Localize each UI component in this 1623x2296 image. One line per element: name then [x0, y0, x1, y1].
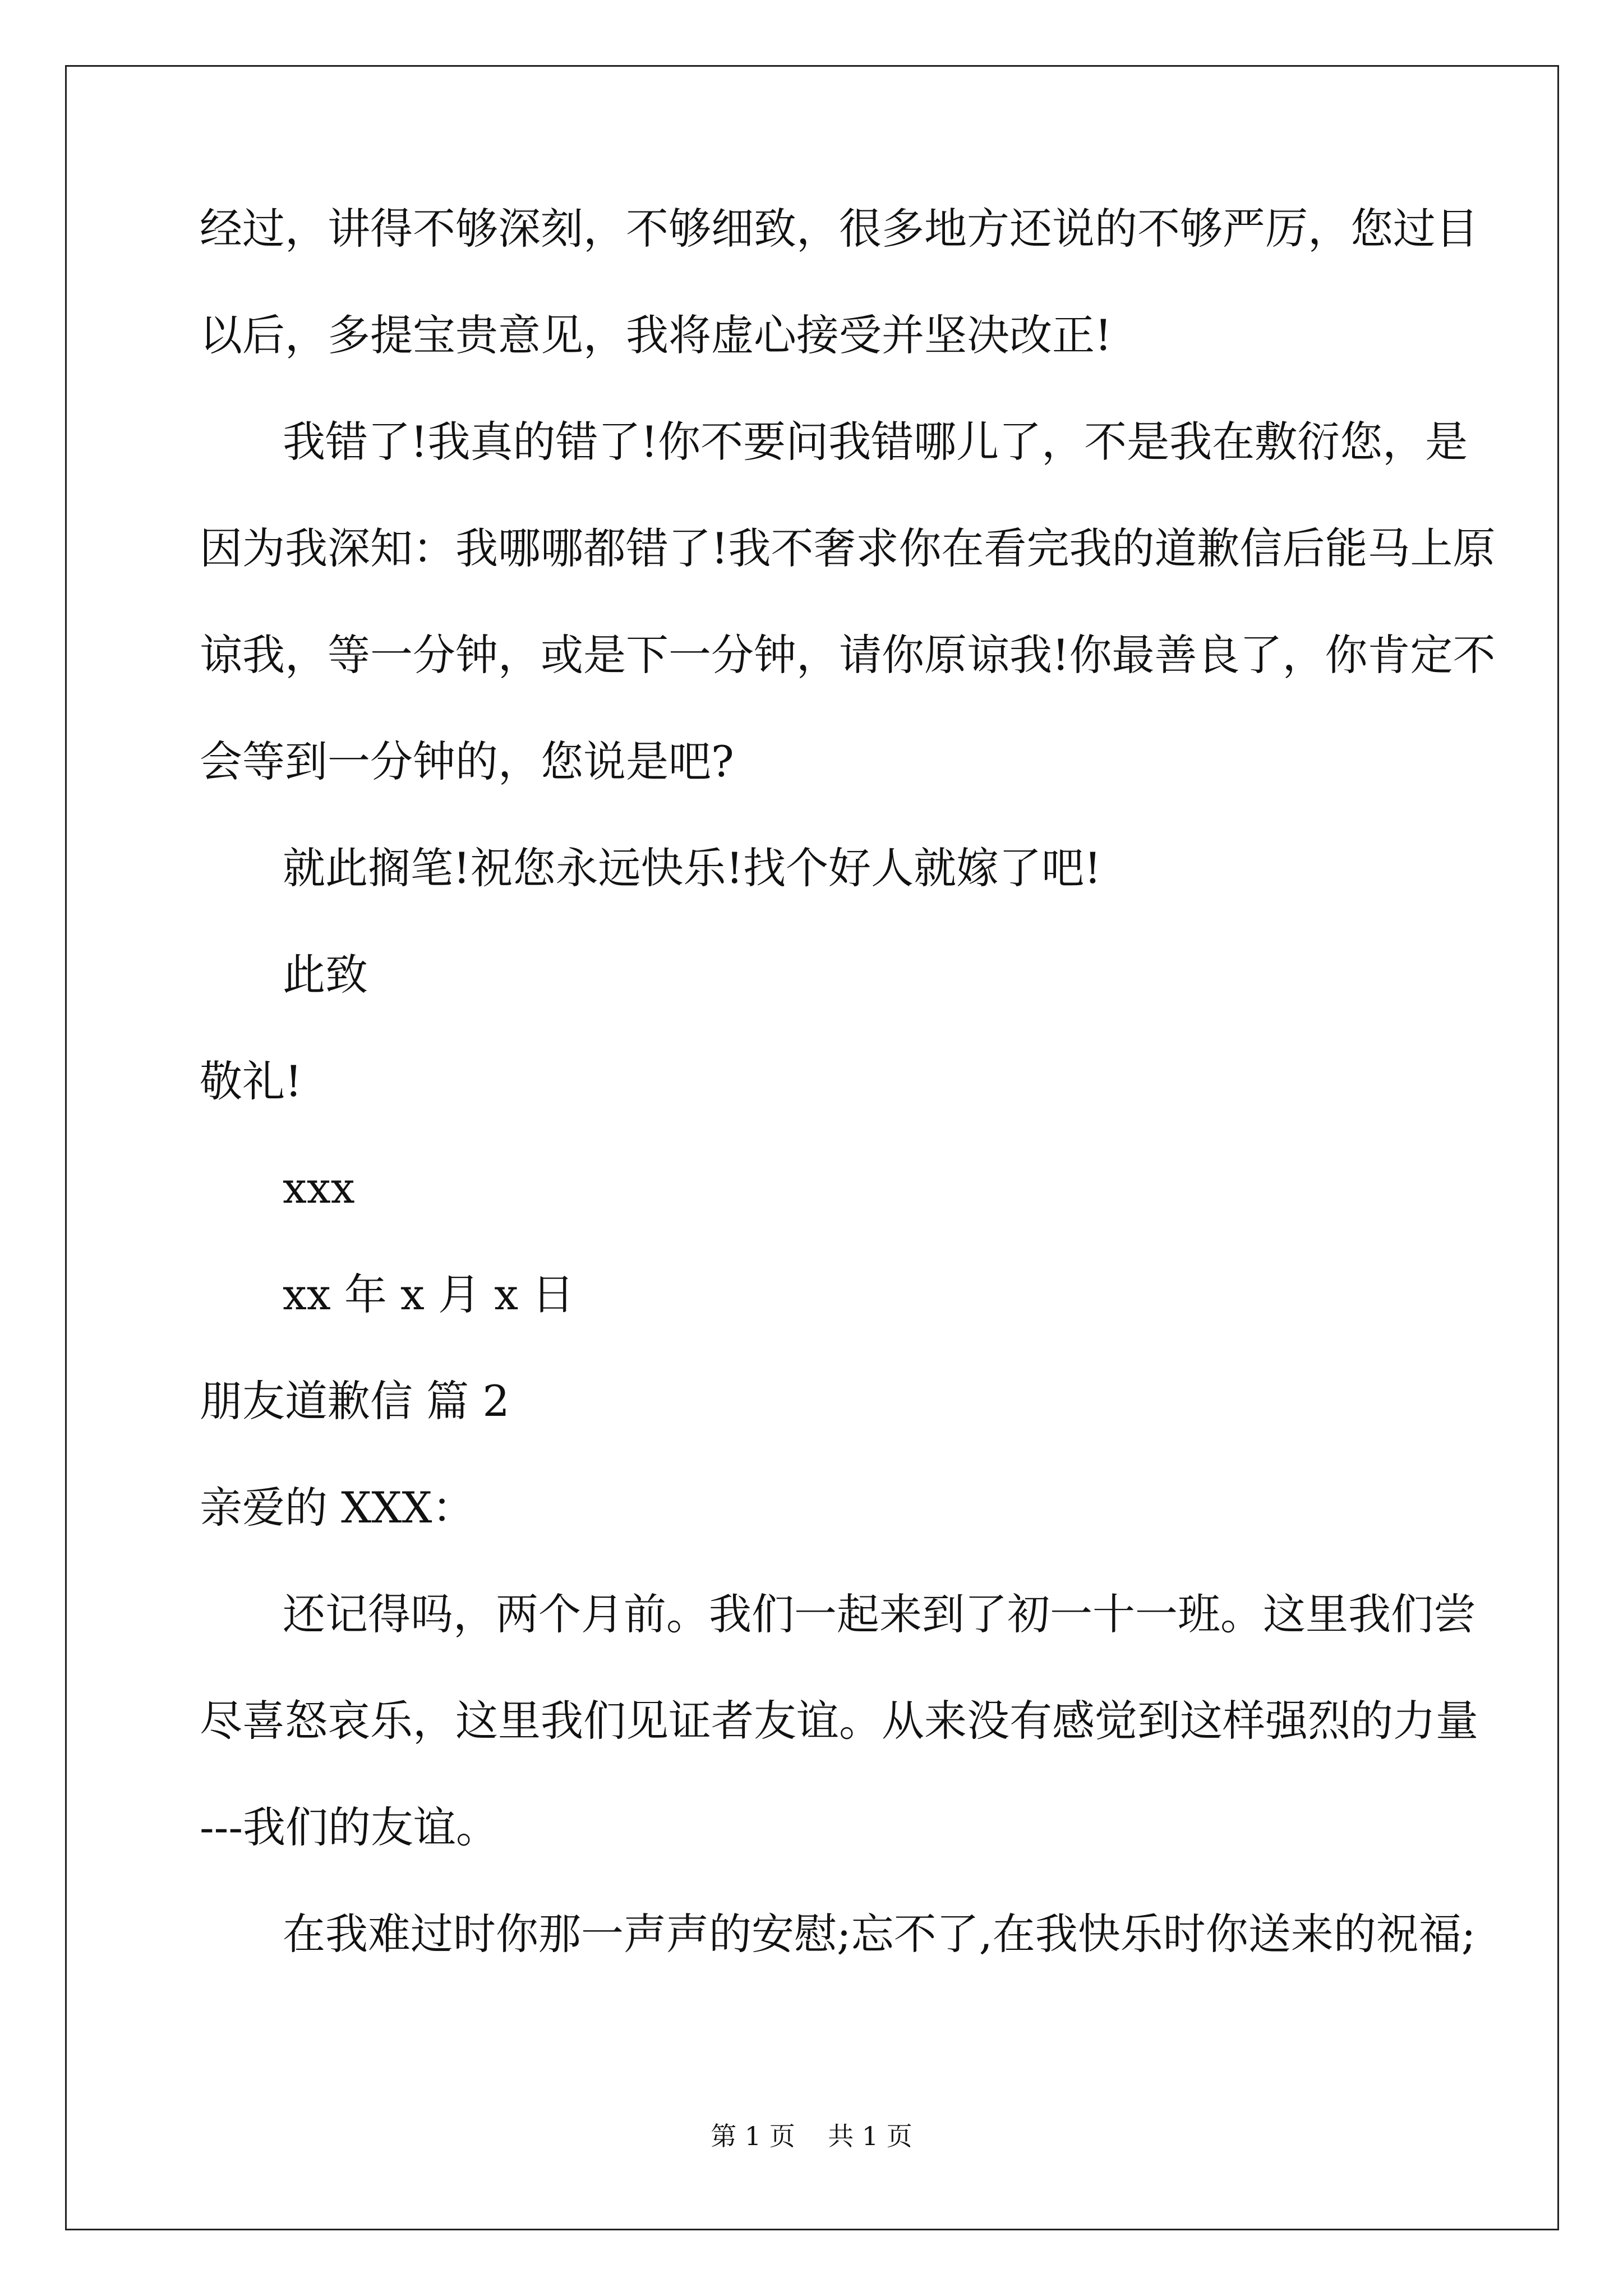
signature: xxx: [283, 1163, 355, 1213]
text-line: 就此搁笔!祝您永远快乐!找个好人就嫁了吧!: [283, 843, 1101, 893]
page-footer: 第 1 页 共 1 页: [711, 2121, 912, 2151]
closing-salutation: 此致: [283, 950, 368, 1000]
text-line: ---我们的友谊。: [200, 1802, 499, 1852]
text-line: 我错了!我真的错了!你不要问我错哪儿了，不是我在敷衍您，是: [283, 417, 1468, 467]
text-line: 因为我深知：我哪哪都错了!我不奢求你在看完我的道歉信后能马上原: [200, 523, 1496, 573]
text-line: 经过，讲得不够深刻，不够细致，很多地方还说的不够严厉，您过目: [200, 204, 1478, 254]
text-line: 会等到一分钟的，您说是吧?: [200, 737, 734, 786]
text-line: 以后，多提宝贵意见，我将虚心接受并坚决改正!: [200, 310, 1112, 360]
text-line: 在我难过时你那一声声的安慰;忘不了,在我快乐时你送来的祝福;: [283, 1909, 1476, 1959]
date-line: xx 年 x 月 x 日: [283, 1269, 575, 1319]
closing-regards: 敬礼!: [200, 1056, 302, 1106]
text-line: 谅我，等一分钟，或是下一分钟，请你原谅我!你最善良了，你肯定不: [200, 630, 1496, 680]
text-line: 尽喜怒哀乐，这里我们见证者友谊。从来没有感觉到这样强烈的力量: [200, 1696, 1478, 1746]
text-line: 还记得吗，两个月前。我们一起来到了初一十一班。这里我们尝: [283, 1589, 1476, 1639]
greeting: 亲爱的 XXX：: [200, 1483, 475, 1533]
section-heading: 朋友道歉信 篇 2: [200, 1376, 510, 1426]
